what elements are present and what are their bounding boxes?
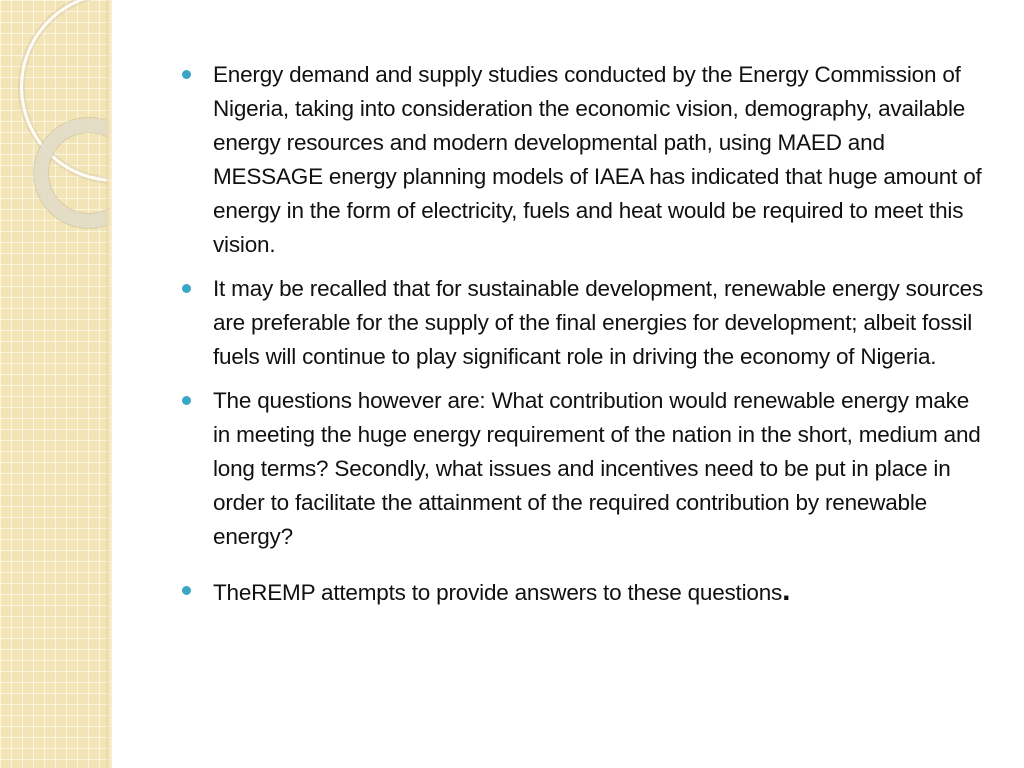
bullet-text: TheREMP attempts to provide answers to these questions <box>213 580 783 605</box>
bullet-item-energy-studies <box>180 58 990 262</box>
bullet-item-questions <box>180 384 990 554</box>
bullet-dot-icon <box>182 396 191 405</box>
bullet-list <box>180 58 990 610</box>
bullet-text: It may be recalled that for sustainable development, renewable energy sources are preferable for the supply of the final energies for development; albeit fossil fuels will continue to play significant role in driving the economy of Nigeria. <box>213 276 984 369</box>
bullet-end-mark: . <box>782 574 791 607</box>
bullet-dot-icon <box>182 70 191 79</box>
bullet-text: The questions however are: What contribution would renewable energy make in meeting the huge energy requirement of the nation in the short, medium and long terms? Secondly, what issues and incentives need to be put in place in order to facilitate the attainment of the required contribution by renewable energy? <box>213 388 981 549</box>
bullet-item-remp <box>180 574 990 610</box>
decorative-sidebar <box>0 0 112 768</box>
bullet-item-sustainable-development <box>180 272 990 374</box>
bullet-dot-icon <box>182 284 191 293</box>
bullet-text: Energy demand and supply studies conducted by the Energy Commission of Nigeria, taking into consideration the economic vision, demography, available energy resources and modern developmental path, using MAED and MESSAGE energy planning models of IAEA has indicated that huge amount of energy in the form of electricity, fuels and heat would be required to meet this vision. <box>213 62 982 257</box>
bullet-dot-icon <box>182 586 191 595</box>
